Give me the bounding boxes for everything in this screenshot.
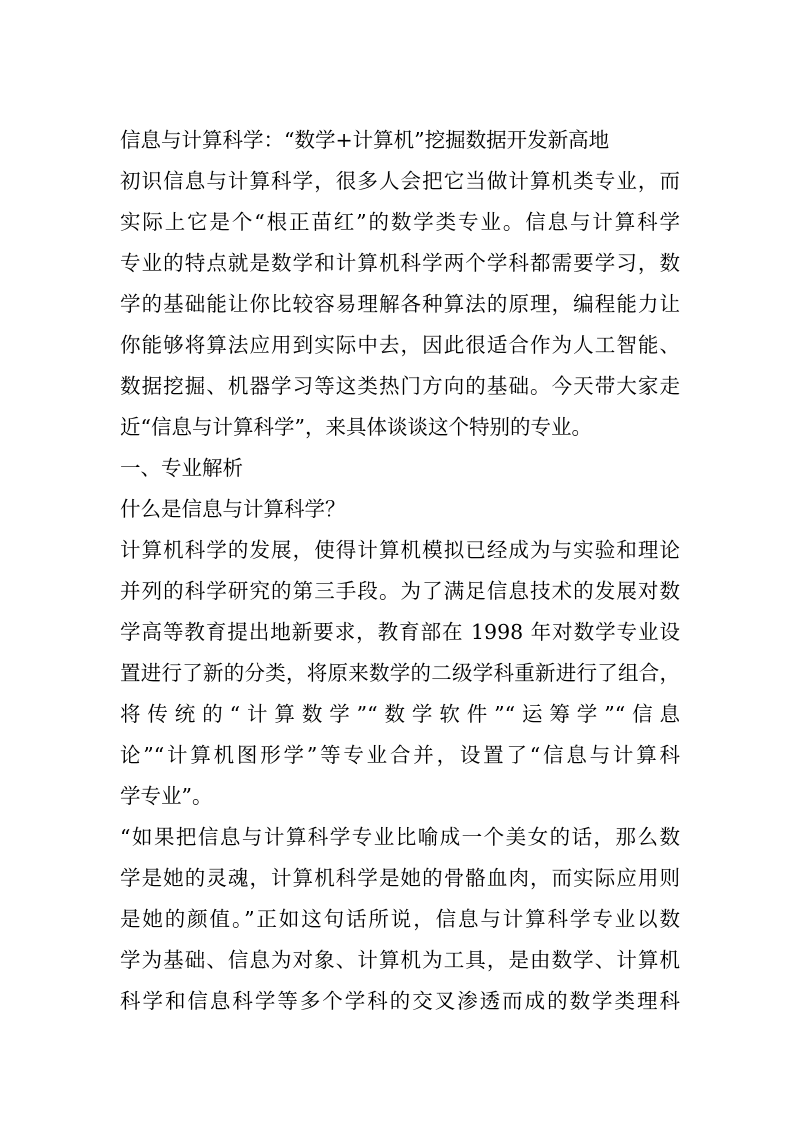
paragraph-line: 并列的科学研究的第三手段。为了满足信息技术的发展对数: [120, 579, 680, 603]
paragraph-line: 初识信息与计算科学，很多人会把它当做计算机类专业，而: [120, 169, 680, 193]
paragraph-line: 学的基础能让你比较容易理解各种算法的原理，编程能力让: [120, 292, 680, 316]
paragraph-line: 科学和信息科学等多个学科的交叉渗透而成的数学类理科: [120, 989, 680, 1013]
paragraph-line: 论”“计算机图形学”等专业合并，设置了“信息与计算科: [120, 743, 680, 767]
paragraph-line: 专业的特点就是数学和计算机科学两个学科都需要学习，数: [120, 251, 680, 275]
paragraph-line: 置进行了新的分类，将原来数学的二级学科重新进行了组合，: [120, 661, 680, 685]
paragraph-line: 你能够将算法应用到实际中去，因此很适合作为人工智能、: [120, 333, 680, 357]
paragraph-line: 是她的颜值。”正如这句话所说，信息与计算科学专业以数: [120, 907, 680, 931]
document-title: 信息与计算科学：“数学+计算机”挖掘数据开发新高地: [120, 128, 610, 152]
paragraph-line: 数据挖掘、机器学习等这类热门方向的基础。今天带大家走: [120, 374, 680, 398]
section-heading: 一、专业解析: [120, 456, 243, 480]
paragraph-line: 近“信息与计算科学”，来具体谈谈这个特别的专业。: [120, 415, 592, 439]
paragraph-line: 计算机科学的发展，使得计算机模拟已经成为与实验和理论: [120, 538, 680, 562]
paragraph-line: 将传统的“计算数学”“数学软件”“运筹学”“信息: [120, 702, 680, 726]
paragraph-line: 学是她的灵魂，计算机科学是她的骨骼血肉，而实际应用则: [120, 866, 680, 890]
paragraph-line: 学为基础、信息为对象、计算机为工具，是由数学、计算机: [120, 948, 680, 972]
subsection-heading: 什么是信息与计算科学？: [120, 497, 346, 521]
paragraph-line: 学专业”。: [120, 784, 213, 808]
paragraph-line: 实际上它是个“根正苗红”的数学类专业。信息与计算科学: [120, 210, 680, 234]
paragraph-line: 学高等教育提出地新要求，教育部在 1998 年对数学专业设: [120, 620, 680, 644]
paragraph-line: “如果把信息与计算科学专业比喻成一个美女的话，那么数: [120, 825, 680, 849]
